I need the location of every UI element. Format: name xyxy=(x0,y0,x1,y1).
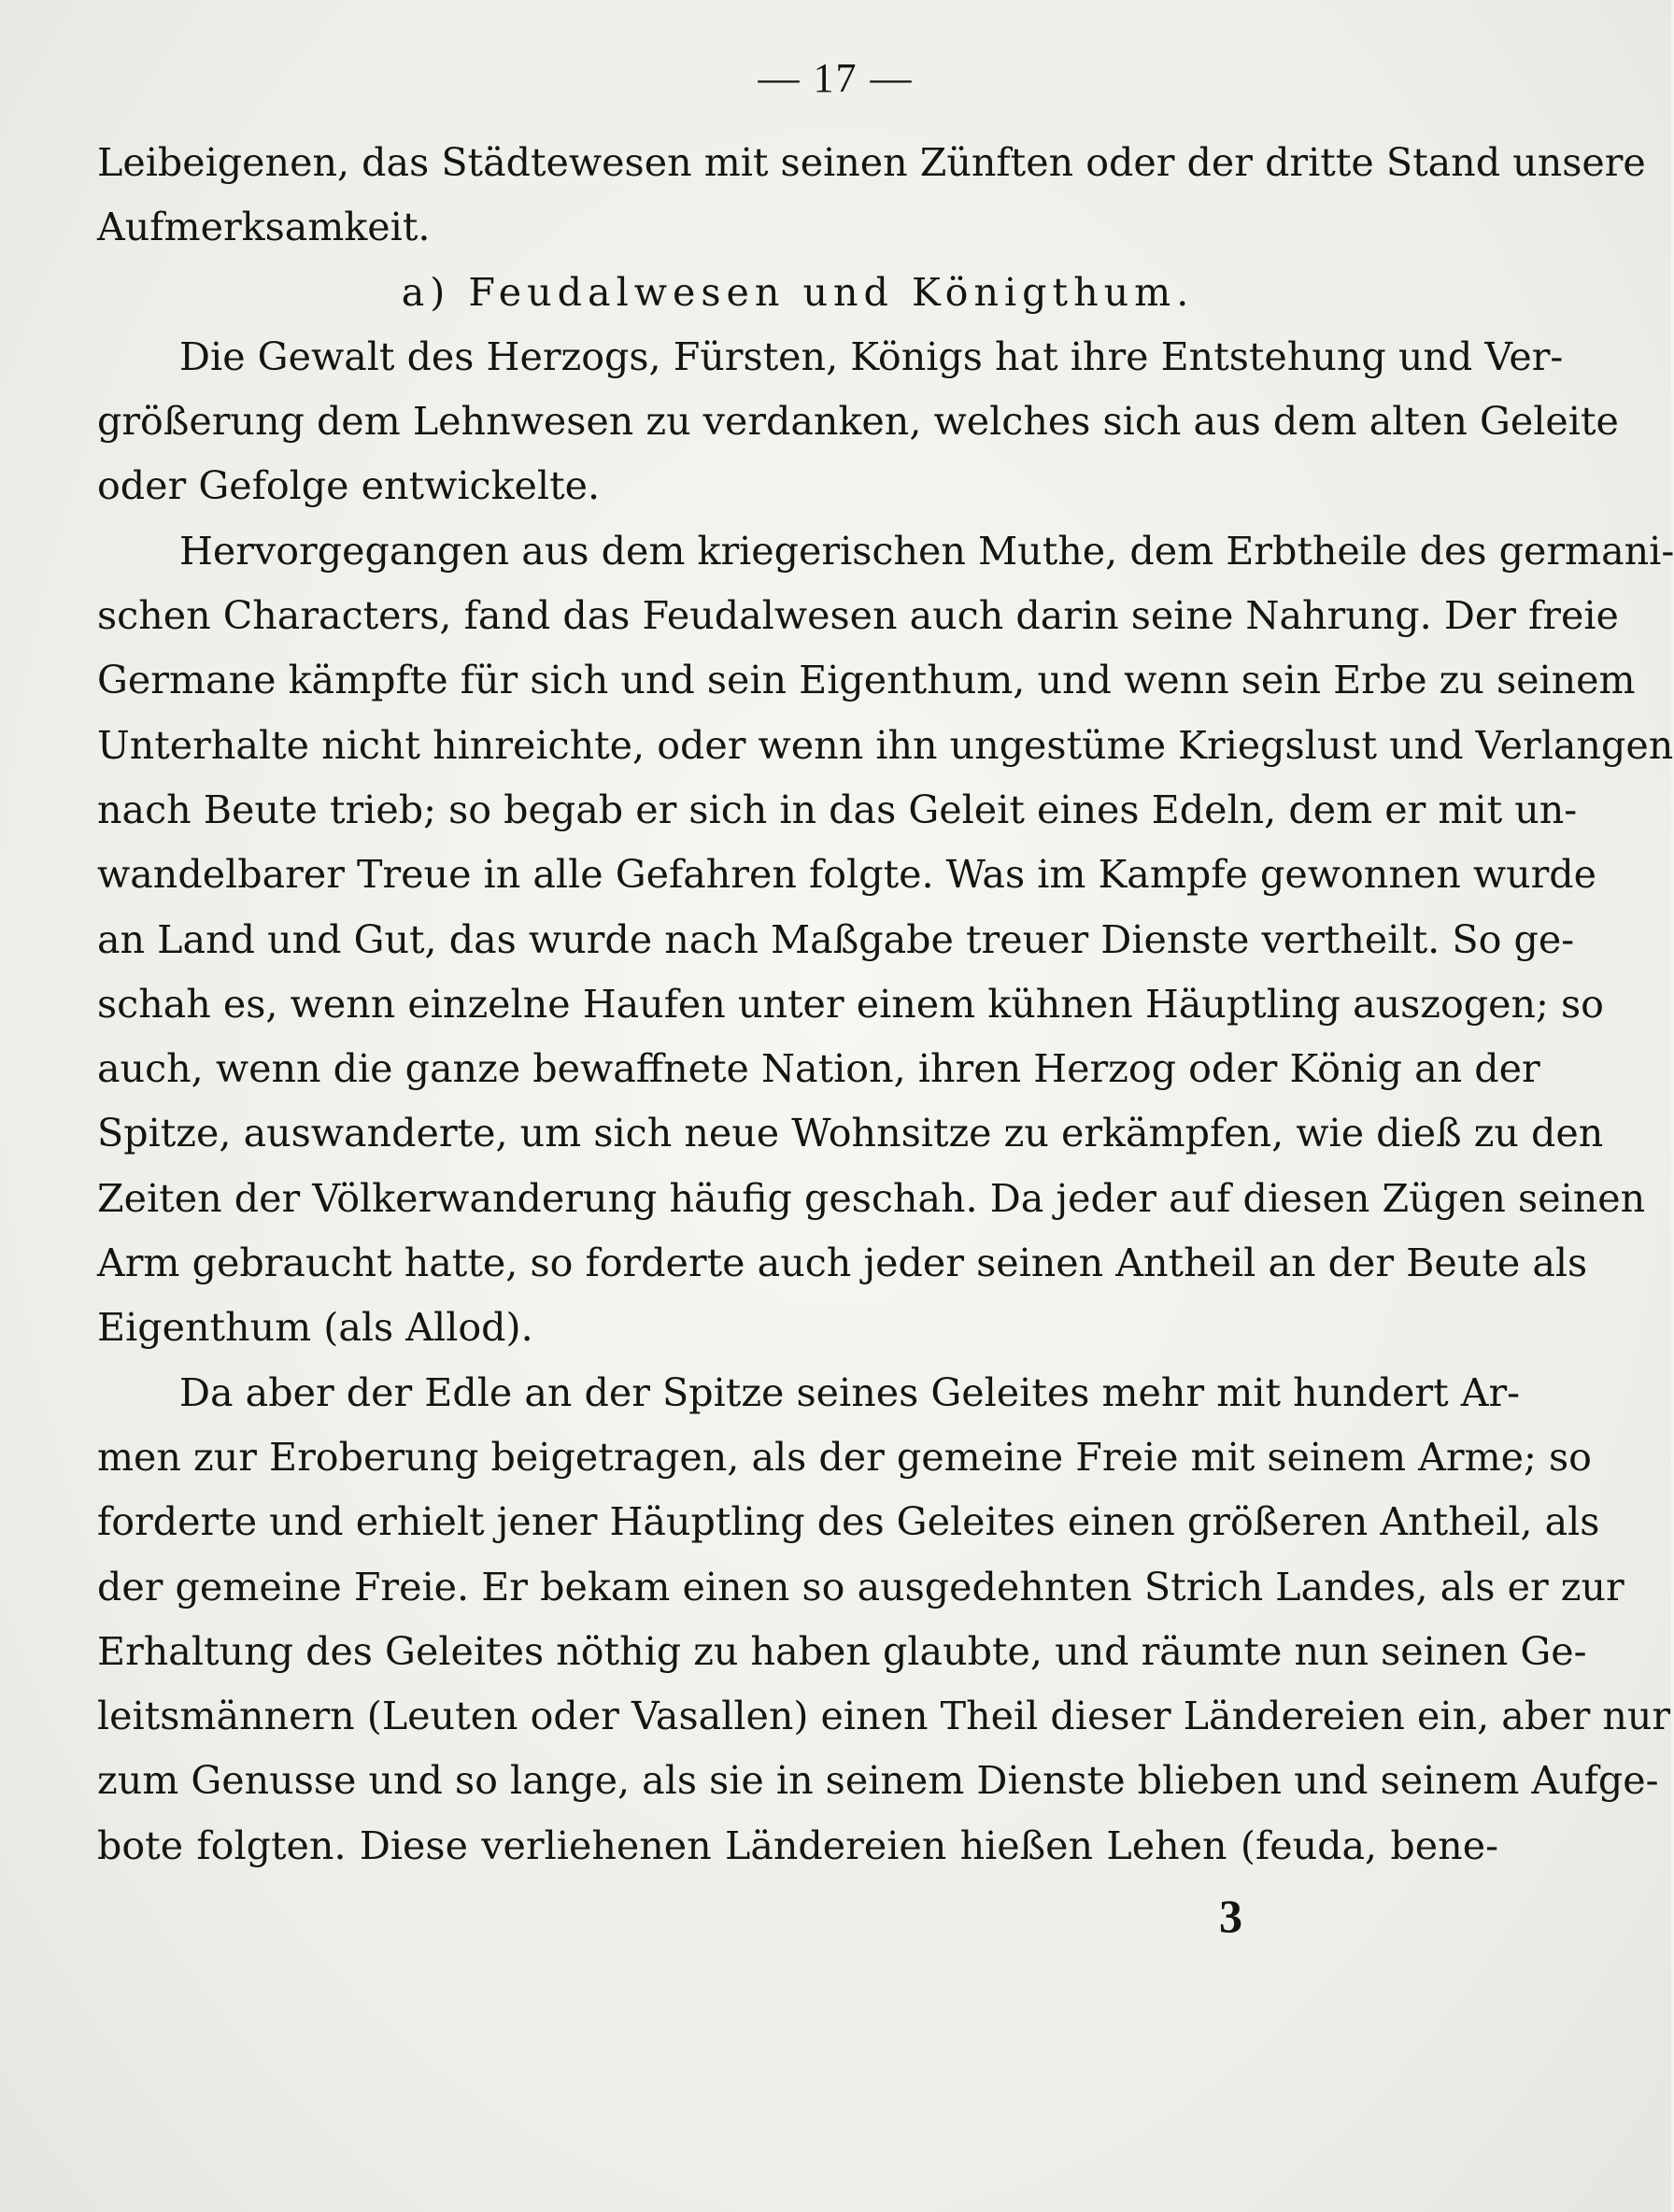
text-line: nach Beute trieb; so begab er sich in das Geleit eines Edeln, dem er mit un- xyxy=(97,787,1578,832)
section-heading: a) Feudalwesen und Königthum. xyxy=(401,269,1195,315)
signature-mark: 3 xyxy=(1219,1890,1242,1942)
text-line: der gemeine Freie. Er bekam einen so ausgedehnten Strich Landes, als er zur xyxy=(97,1564,1624,1609)
text-line: leitsmännern (Leuten oder Vasallen) einen Theil dieser Ländereien ein, aber nur xyxy=(97,1694,1671,1739)
text-line: forderte und erhielt jener Häuptling des Geleites einen größeren Antheil, als xyxy=(97,1499,1600,1545)
text-line: zum Genusse und so lange, als sie in seinem Dienste blieben und seinem Aufge- xyxy=(97,1758,1659,1804)
text-line: schen Characters, fand das Feudalwesen auch darin seine Nahrung. Der freie xyxy=(97,593,1619,639)
text-line: Aufmerksamkeit. xyxy=(97,205,431,250)
text-line: Germane kämpfte für sich und sein Eigenthum, und wenn sein Erbe zu seinem xyxy=(97,658,1636,703)
text-line: schah es, wenn einzelne Haufen unter einem kühnen Häuptling auszogen; so xyxy=(97,981,1604,1027)
text-line: Spitze, auswanderte, um sich neue Wohnsitze zu erkämpfen, wie dieß zu den xyxy=(97,1111,1604,1156)
text-line: Zeiten der Völkerwanderung häufig geschah. Da jeder auf diesen Zügen seinen xyxy=(97,1175,1646,1221)
body-text xyxy=(97,131,1674,1879)
text-line: Die Gewalt des Herzogs, Fürsten, Königs hat ihre Entstehung und Ver- xyxy=(179,333,1564,379)
text-line: wandelbarer Treue in alle Gefahren folgte. Was im Kampfe gewonnen wurde xyxy=(97,852,1597,898)
text-line: Leibeigenen, das Städtewesen mit seinen Zünften oder der dritte Stand unsere xyxy=(97,140,1646,185)
text-line: Hervorgegangen aus dem kriegerischen Muthe, dem Erbtheile des germani- xyxy=(179,528,1674,574)
text-line: auch, wenn die ganze bewaffnete Nation, ihren Herzog oder König an der xyxy=(97,1046,1540,1092)
text-line: größerung dem Lehnwesen zu verdanken, welches sich aus dem alten Geleite xyxy=(97,399,1619,445)
text-line: an Land und Gut, das wurde nach Maßgabe treuer Dienste vertheilt. So ge- xyxy=(97,916,1575,962)
text-line: Unterhalte nicht hinreichte, oder wenn ihn ungestüme Kriegslust und Verlangen xyxy=(97,722,1674,768)
page-number: — 17 — xyxy=(758,55,914,101)
text-line: Erhaltung des Geleites nöthig zu haben glaubte, und räumte nun seinen Ge- xyxy=(97,1628,1587,1674)
text-line: Eigenthum (als Allod). xyxy=(97,1305,533,1351)
text-line: men zur Eroberung beigetragen, als der gemeine Freie mit seinem Arme; so xyxy=(97,1434,1592,1480)
text-line: bote folgten. Diese verliehenen Ländereien hießen Lehen (feuda, bene- xyxy=(97,1822,1498,1868)
text-line: oder Gefolge entwickelte. xyxy=(97,463,601,509)
text-line: Da aber der Edle an der Spitze seines Geleites mehr mit hundert Ar- xyxy=(179,1369,1521,1415)
text-line: Arm gebraucht hatte, so forderte auch jeder seinen Antheil an der Beute als xyxy=(97,1241,1588,1286)
